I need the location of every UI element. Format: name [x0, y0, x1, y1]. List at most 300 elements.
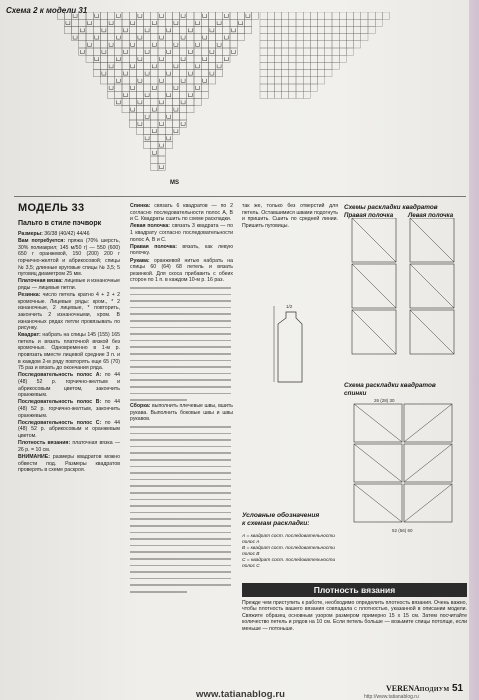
- chart-cell: [93, 55, 100, 62]
- chart-cell: [79, 48, 86, 55]
- text-line: [130, 542, 233, 548]
- chart-symbol: [66, 21, 70, 25]
- chart-cell: [194, 91, 201, 98]
- chart-cell: [158, 91, 165, 98]
- chart-cell: [187, 91, 194, 98]
- chart-symbol: [145, 136, 149, 140]
- chart-cell: [223, 55, 230, 62]
- chart-cell: [172, 98, 179, 105]
- text-line: [130, 483, 233, 489]
- chart-cell: [260, 48, 267, 55]
- chart-cell: [129, 84, 136, 91]
- chart-cell: [282, 19, 289, 26]
- chart-cell: [180, 113, 187, 120]
- chart-cell: [93, 41, 100, 48]
- chart-cell: [172, 120, 179, 127]
- front-scheme-left-label: Левая полочка: [408, 212, 454, 219]
- chart-cell: [187, 26, 194, 33]
- chart-cell: [86, 55, 93, 62]
- chart-cell: [244, 19, 251, 26]
- paragraph-stripes-b: Последовательность полос В: по 44 (48) 52 р. горчично-желтым, закончить оранжевым.: [18, 399, 120, 419]
- chart-symbol: [131, 21, 135, 25]
- chart-cell: [165, 127, 172, 134]
- text-line: [130, 304, 233, 310]
- chart-cell: [144, 34, 151, 41]
- chart-cell: [310, 26, 317, 33]
- chart-cell: [115, 77, 122, 84]
- chart-symbol: [188, 72, 192, 76]
- model-subtitle: Пальто в стиле пэчворк: [18, 220, 102, 227]
- chart-symbol: [116, 57, 120, 61]
- chart-cell: [230, 41, 237, 48]
- chart-symbol: [181, 14, 185, 18]
- chart-cell: [165, 113, 172, 120]
- chart-cell: [289, 62, 296, 69]
- legend-title: Условные обозначения к схемам раскладки:: [242, 512, 320, 527]
- chart-cell: [151, 41, 158, 48]
- chart-symbol: [217, 64, 221, 68]
- chart-cell: [194, 62, 201, 69]
- layout-diagonal: [404, 404, 452, 442]
- chart-cell: [208, 77, 215, 84]
- chart-cell: [187, 70, 194, 77]
- article-column-1: [18, 231, 120, 474]
- chart-cell: [303, 41, 310, 48]
- chart-cell: [151, 106, 158, 113]
- chart-cell: [310, 55, 317, 62]
- chart-cell: [158, 41, 165, 48]
- chart-cell: [187, 19, 194, 26]
- text-line: [130, 555, 233, 561]
- paragraph-left-front: Левая полочка: связать 3 квадрата — по 1 квадрату согласно последовательности полос А, В и С.: [130, 223, 233, 243]
- chart-symbol: [174, 43, 178, 47]
- chart-cell: [136, 19, 143, 26]
- chart-cell: [129, 70, 136, 77]
- chart-cell: [361, 12, 368, 19]
- chart-cell: [216, 70, 223, 77]
- text-line: [130, 377, 233, 383]
- chart-cell: [339, 48, 346, 55]
- chart-cell: [180, 84, 187, 91]
- chart-cell: [93, 34, 100, 41]
- chart-cell: [100, 62, 107, 69]
- chart-cell: [274, 91, 281, 98]
- chart-cell: [180, 19, 187, 26]
- chart-cell: [282, 26, 289, 33]
- chart-cell: [165, 70, 172, 77]
- chart-cell: [180, 91, 187, 98]
- chart-cell: [165, 12, 172, 19]
- chart-cell: [172, 106, 179, 113]
- text-line: [130, 562, 233, 568]
- chart-cell: [158, 62, 165, 69]
- paragraph-square: Квадрат: набрать на спицы 145 (155) 165 петель и вязать платочной вязкой без кромочных. Одновременно в 1-м р. провязать вместе лицевой средние 3 п. и в каждом 2-м ряду повторять еще 65 (70) 75 раз и вязать до окончания ряда.: [18, 332, 120, 372]
- chart-cell: [129, 62, 136, 69]
- chart-cell: [260, 77, 267, 84]
- chart-cell: [151, 26, 158, 33]
- chart-cell: [296, 34, 303, 41]
- chart-cell: [108, 77, 115, 84]
- chart-symbol: [203, 57, 207, 61]
- chart-cell: [129, 12, 136, 19]
- chart-symbol: [167, 136, 171, 140]
- chart-cell: [339, 12, 346, 19]
- chart-cell: [144, 19, 151, 26]
- chart-symbol: [152, 86, 156, 90]
- chart-cell: [144, 113, 151, 120]
- text-line: [130, 350, 233, 356]
- text-line: [130, 470, 233, 476]
- chart-cell: [165, 48, 172, 55]
- chart-cell: [136, 55, 143, 62]
- chart-cell: [165, 34, 172, 41]
- chart-cell: [151, 120, 158, 127]
- chart-cell: [216, 19, 223, 26]
- chart-cell: [325, 41, 332, 48]
- chart-symbol: [152, 64, 156, 68]
- chart-symbol: [167, 50, 171, 54]
- chart-symbol: [188, 50, 192, 54]
- paragraph-sleeves: Рукава: оранжевой нитью набрать на спицы 60 (64) 68 петель и вязать резинкой. Для скоса прибавить с обеих сторон по 1 п. в каждом 10-м р. 16 раз.: [130, 257, 233, 284]
- chart-cell: [144, 77, 151, 84]
- chart-cell: [136, 113, 143, 120]
- chart-cell: [332, 41, 339, 48]
- knitting-chart: [0, 12, 479, 196]
- chart-cell: [64, 26, 71, 33]
- chart-cell: [180, 120, 187, 127]
- chart-cell: [332, 12, 339, 19]
- chart-symbol: [109, 64, 113, 68]
- chart-cell: [79, 41, 86, 48]
- chart-cell: [129, 77, 136, 84]
- chart-symbol: [174, 21, 178, 25]
- chart-cell: [165, 134, 172, 141]
- chart-symbol: [160, 79, 164, 83]
- chart-cell: [375, 12, 382, 19]
- chart-cell: [172, 127, 179, 134]
- chart-cell: [310, 77, 317, 84]
- chart-cell: [136, 84, 143, 91]
- sleeve-schematic: [262, 300, 322, 390]
- chart-cell: [151, 62, 158, 69]
- watermark: www.tatianablog.ru: [196, 689, 286, 700]
- chart-symbol: [124, 50, 128, 54]
- chart-cell: [267, 41, 274, 48]
- layout-diagonal: [354, 444, 402, 482]
- chart-cell: [151, 163, 158, 170]
- chart-cell: [158, 156, 165, 163]
- chart-cell: [216, 41, 223, 48]
- chart-cell: [144, 70, 151, 77]
- chart-cell: [129, 113, 136, 120]
- chart-symbol: [203, 79, 207, 83]
- chart-symbol: [131, 64, 135, 68]
- chart-cell: [187, 41, 194, 48]
- paragraph-stripes-c: Последовательность полос С: по 44 (48) 52 р. абрикосовым и оранжевым цветом.: [18, 419, 120, 439]
- chart-symbol: [80, 50, 84, 54]
- chart-cell: [296, 41, 303, 48]
- chart-cell: [354, 19, 361, 26]
- chart-cell: [172, 19, 179, 26]
- chart-cell: [108, 34, 115, 41]
- chart-cell: [267, 62, 274, 69]
- chart-cell: [194, 34, 201, 41]
- chart-cell: [165, 55, 172, 62]
- chart-cell: [158, 48, 165, 55]
- chart-symbol: [217, 21, 221, 25]
- chart-cell: [310, 34, 317, 41]
- paragraph-back: Спинка: связать 6 квадратов — по 2 согласно последовательности полос А, В и С. Квадраты сшить по схеме раскладки.: [130, 203, 233, 223]
- chart-cell: [129, 55, 136, 62]
- chart-cell: [187, 77, 194, 84]
- chart-cell: [108, 26, 115, 33]
- chart-cell: [165, 77, 172, 84]
- chart-cell: [136, 48, 143, 55]
- chart-cell: [72, 19, 79, 26]
- chart-cell: [223, 26, 230, 33]
- section-divider: [14, 196, 466, 197]
- chart-symbol: [145, 115, 149, 119]
- chart-cell: [201, 77, 208, 84]
- chart-symbol: [232, 50, 236, 54]
- layout-diagonal: [404, 444, 452, 482]
- chart-cell: [368, 19, 375, 26]
- chart-cell: [282, 62, 289, 69]
- chart-cell: [144, 55, 151, 62]
- chart-cell: [136, 98, 143, 105]
- chart-cell: [172, 26, 179, 33]
- chart-cell: [237, 12, 244, 19]
- text-line: [130, 516, 233, 522]
- chart-cell: [368, 26, 375, 33]
- chart-cell: [289, 41, 296, 48]
- text-line: [130, 463, 233, 469]
- chart-cell: [144, 106, 151, 113]
- chart-cell: [64, 19, 71, 26]
- chart-cell: [129, 41, 136, 48]
- chart-cell: [136, 34, 143, 41]
- chart-cell: [354, 41, 361, 48]
- chart-cell: [260, 62, 267, 69]
- chart-cell: [158, 26, 165, 33]
- chart-cell: [180, 106, 187, 113]
- chart-cell: [180, 34, 187, 41]
- chart-cell: [201, 12, 208, 19]
- chart-cell: [267, 91, 274, 98]
- chart-cell: [274, 26, 281, 33]
- chart-cell: [172, 91, 179, 98]
- legend-line-c: С = квадрат сост. последовательности полос С: [242, 558, 336, 569]
- chart-cell: [129, 91, 136, 98]
- text-line: [130, 522, 233, 528]
- chart-cell: [136, 91, 143, 98]
- chart-cell: [151, 84, 158, 91]
- chart-cell: [108, 70, 115, 77]
- front-layout-scheme: [344, 218, 469, 378]
- chart-cell: [165, 41, 172, 48]
- chart-cell: [318, 70, 325, 77]
- chart-cell: [382, 12, 389, 19]
- chart-cell: [144, 48, 151, 55]
- chart-cell: [172, 77, 179, 84]
- chart-cell: [86, 26, 93, 33]
- chart-symbol: [160, 165, 164, 169]
- chart-cell: [274, 19, 281, 26]
- chart-cell: [158, 127, 165, 134]
- chart-cell: [318, 62, 325, 69]
- chart-cell: [122, 55, 129, 62]
- chart-cell: [296, 91, 303, 98]
- text-line: [130, 285, 233, 291]
- paragraph-right-front: Правая полочка: вязать, как левую полочку.: [130, 243, 233, 257]
- chart-cell: [158, 163, 165, 170]
- chart-cell: [216, 55, 223, 62]
- chart-cell: [354, 12, 361, 19]
- chart-cell: [194, 70, 201, 77]
- chart-cell: [201, 70, 208, 77]
- chart-cell: [332, 48, 339, 55]
- back-scheme-title: Схема раскладки квадратов спинки: [344, 382, 436, 397]
- text-line: [130, 496, 233, 502]
- chart-cell: [201, 41, 208, 48]
- chart-cell: [72, 26, 79, 33]
- chart-cell: [201, 62, 208, 69]
- text-line: [130, 476, 233, 482]
- chart-cell: [361, 34, 368, 41]
- chart-symbol: [95, 14, 99, 18]
- chart-symbol: [138, 79, 142, 83]
- chart-cell: [289, 34, 296, 41]
- chart-symbol: [152, 151, 156, 155]
- chart-cell: [303, 34, 310, 41]
- paragraph-ribbing: Резинка: число петель кратно 4 + 2 + 2 кромочные. Лицевые ряды: кром., * 2 изнаночные, 2 лицевые, * повторить, закончить 2 изнаночными, кром. В изнаночных рядах петли провязывать по рисунку.: [18, 292, 120, 332]
- chart-cell: [282, 41, 289, 48]
- chart-cell: [158, 84, 165, 91]
- text-line: [130, 503, 233, 509]
- chart-cell: [244, 12, 251, 19]
- chart-cell: [165, 62, 172, 69]
- chart-symbol: [116, 100, 120, 104]
- svg-text:1/2: 1/2: [286, 304, 293, 309]
- chart-cell: [100, 34, 107, 41]
- chart-symbol: [145, 28, 149, 32]
- text-line: [130, 569, 233, 575]
- chart-cell: [318, 41, 325, 48]
- text-line: [130, 536, 233, 542]
- chart-cell: [303, 84, 310, 91]
- chart-symbol: [145, 72, 149, 76]
- chart-symbol: [210, 28, 214, 32]
- chart-symbol: [109, 43, 113, 47]
- chart-cell: [72, 12, 79, 19]
- text-line: [130, 437, 233, 443]
- chart-cell: [260, 12, 267, 19]
- chart-cell: [274, 12, 281, 19]
- chart-cell: [122, 26, 129, 33]
- chart-cell: [346, 19, 353, 26]
- chart-cell: [260, 55, 267, 62]
- chart-cell: [282, 91, 289, 98]
- chart-symbol: [131, 108, 135, 112]
- chart-cell: [180, 70, 187, 77]
- article-column-2: [130, 203, 233, 595]
- chart-cell: [180, 48, 187, 55]
- chart-cell: [108, 48, 115, 55]
- text-line: [130, 390, 233, 396]
- chart-cell: [325, 70, 332, 77]
- chart-cell: [230, 26, 237, 33]
- knitting-chart-title: Схема 2 к модели 31: [6, 6, 88, 15]
- chart-cell: [296, 70, 303, 77]
- chart-symbol: [160, 144, 164, 148]
- chart-cell: [339, 34, 346, 41]
- chart-cell: [289, 12, 296, 19]
- chart-cell: [122, 34, 129, 41]
- chart-cell: [129, 34, 136, 41]
- chart-cell: [267, 70, 274, 77]
- chart-cell: [158, 98, 165, 105]
- chart-cell: [108, 41, 115, 48]
- chart-cell: [267, 48, 274, 55]
- chart-cell: [100, 26, 107, 33]
- chart-cell: [122, 12, 129, 19]
- chart-cell: [296, 62, 303, 69]
- chart-cell: [310, 84, 317, 91]
- chart-cell: [260, 34, 267, 41]
- chart-cell: [115, 70, 122, 77]
- chart-cell: [172, 113, 179, 120]
- chart-cell: [93, 26, 100, 33]
- chart-symbol: [124, 93, 128, 97]
- chart-cell: [180, 12, 187, 19]
- chart-cell: [223, 48, 230, 55]
- chart-cell: [122, 62, 129, 69]
- layout-diagonal: [354, 484, 402, 522]
- chart-cell: [100, 70, 107, 77]
- chart-cell: [158, 12, 165, 19]
- chart-cell: [361, 26, 368, 33]
- chart-cell: [194, 55, 201, 62]
- chart-cell: [230, 12, 237, 19]
- chart-cell: [151, 156, 158, 163]
- chart-cell: [339, 26, 346, 33]
- chart-cell: [208, 26, 215, 33]
- chart-cell: [165, 91, 172, 98]
- paragraph-finishing: так же, только без отверстий для петель. Оставшимися швами подогнуть и пришить. Сшить по средней линии. Пришить пуговицы.: [242, 203, 338, 229]
- page-number: 51: [452, 683, 464, 694]
- chart-cell: [165, 106, 172, 113]
- layout-diagonal: [404, 484, 452, 522]
- chart-cell: [289, 70, 296, 77]
- paragraph-materials: Вам потребуется: пряжа (70% шерсть, 30% полиакрил; 145 м/50 г) — 550 (600) 650 г оранжевой, 150 (200) 200 г горчично-желтой и абрикосовой; спицы № 3,5; длинные круговые спицы № 3,5; 5 пуговиц диаметром 25 мм.: [18, 238, 120, 278]
- chart-cell: [180, 77, 187, 84]
- chart-cell: [187, 34, 194, 41]
- chart-cell: [100, 19, 107, 26]
- chart-cell: [151, 149, 158, 156]
- chart-symbol: [167, 115, 171, 119]
- chart-cell: [325, 62, 332, 69]
- chart-cell: [260, 19, 267, 26]
- chart-symbol: [203, 14, 207, 18]
- chart-cell: [223, 12, 230, 19]
- chart-symbol: [145, 50, 149, 54]
- chart-cell: [201, 26, 208, 33]
- chart-cell: [122, 19, 129, 26]
- text-line: [130, 575, 233, 581]
- chart-cell: [151, 70, 158, 77]
- chart-cell: [122, 41, 129, 48]
- text-filler-lines: [130, 424, 233, 595]
